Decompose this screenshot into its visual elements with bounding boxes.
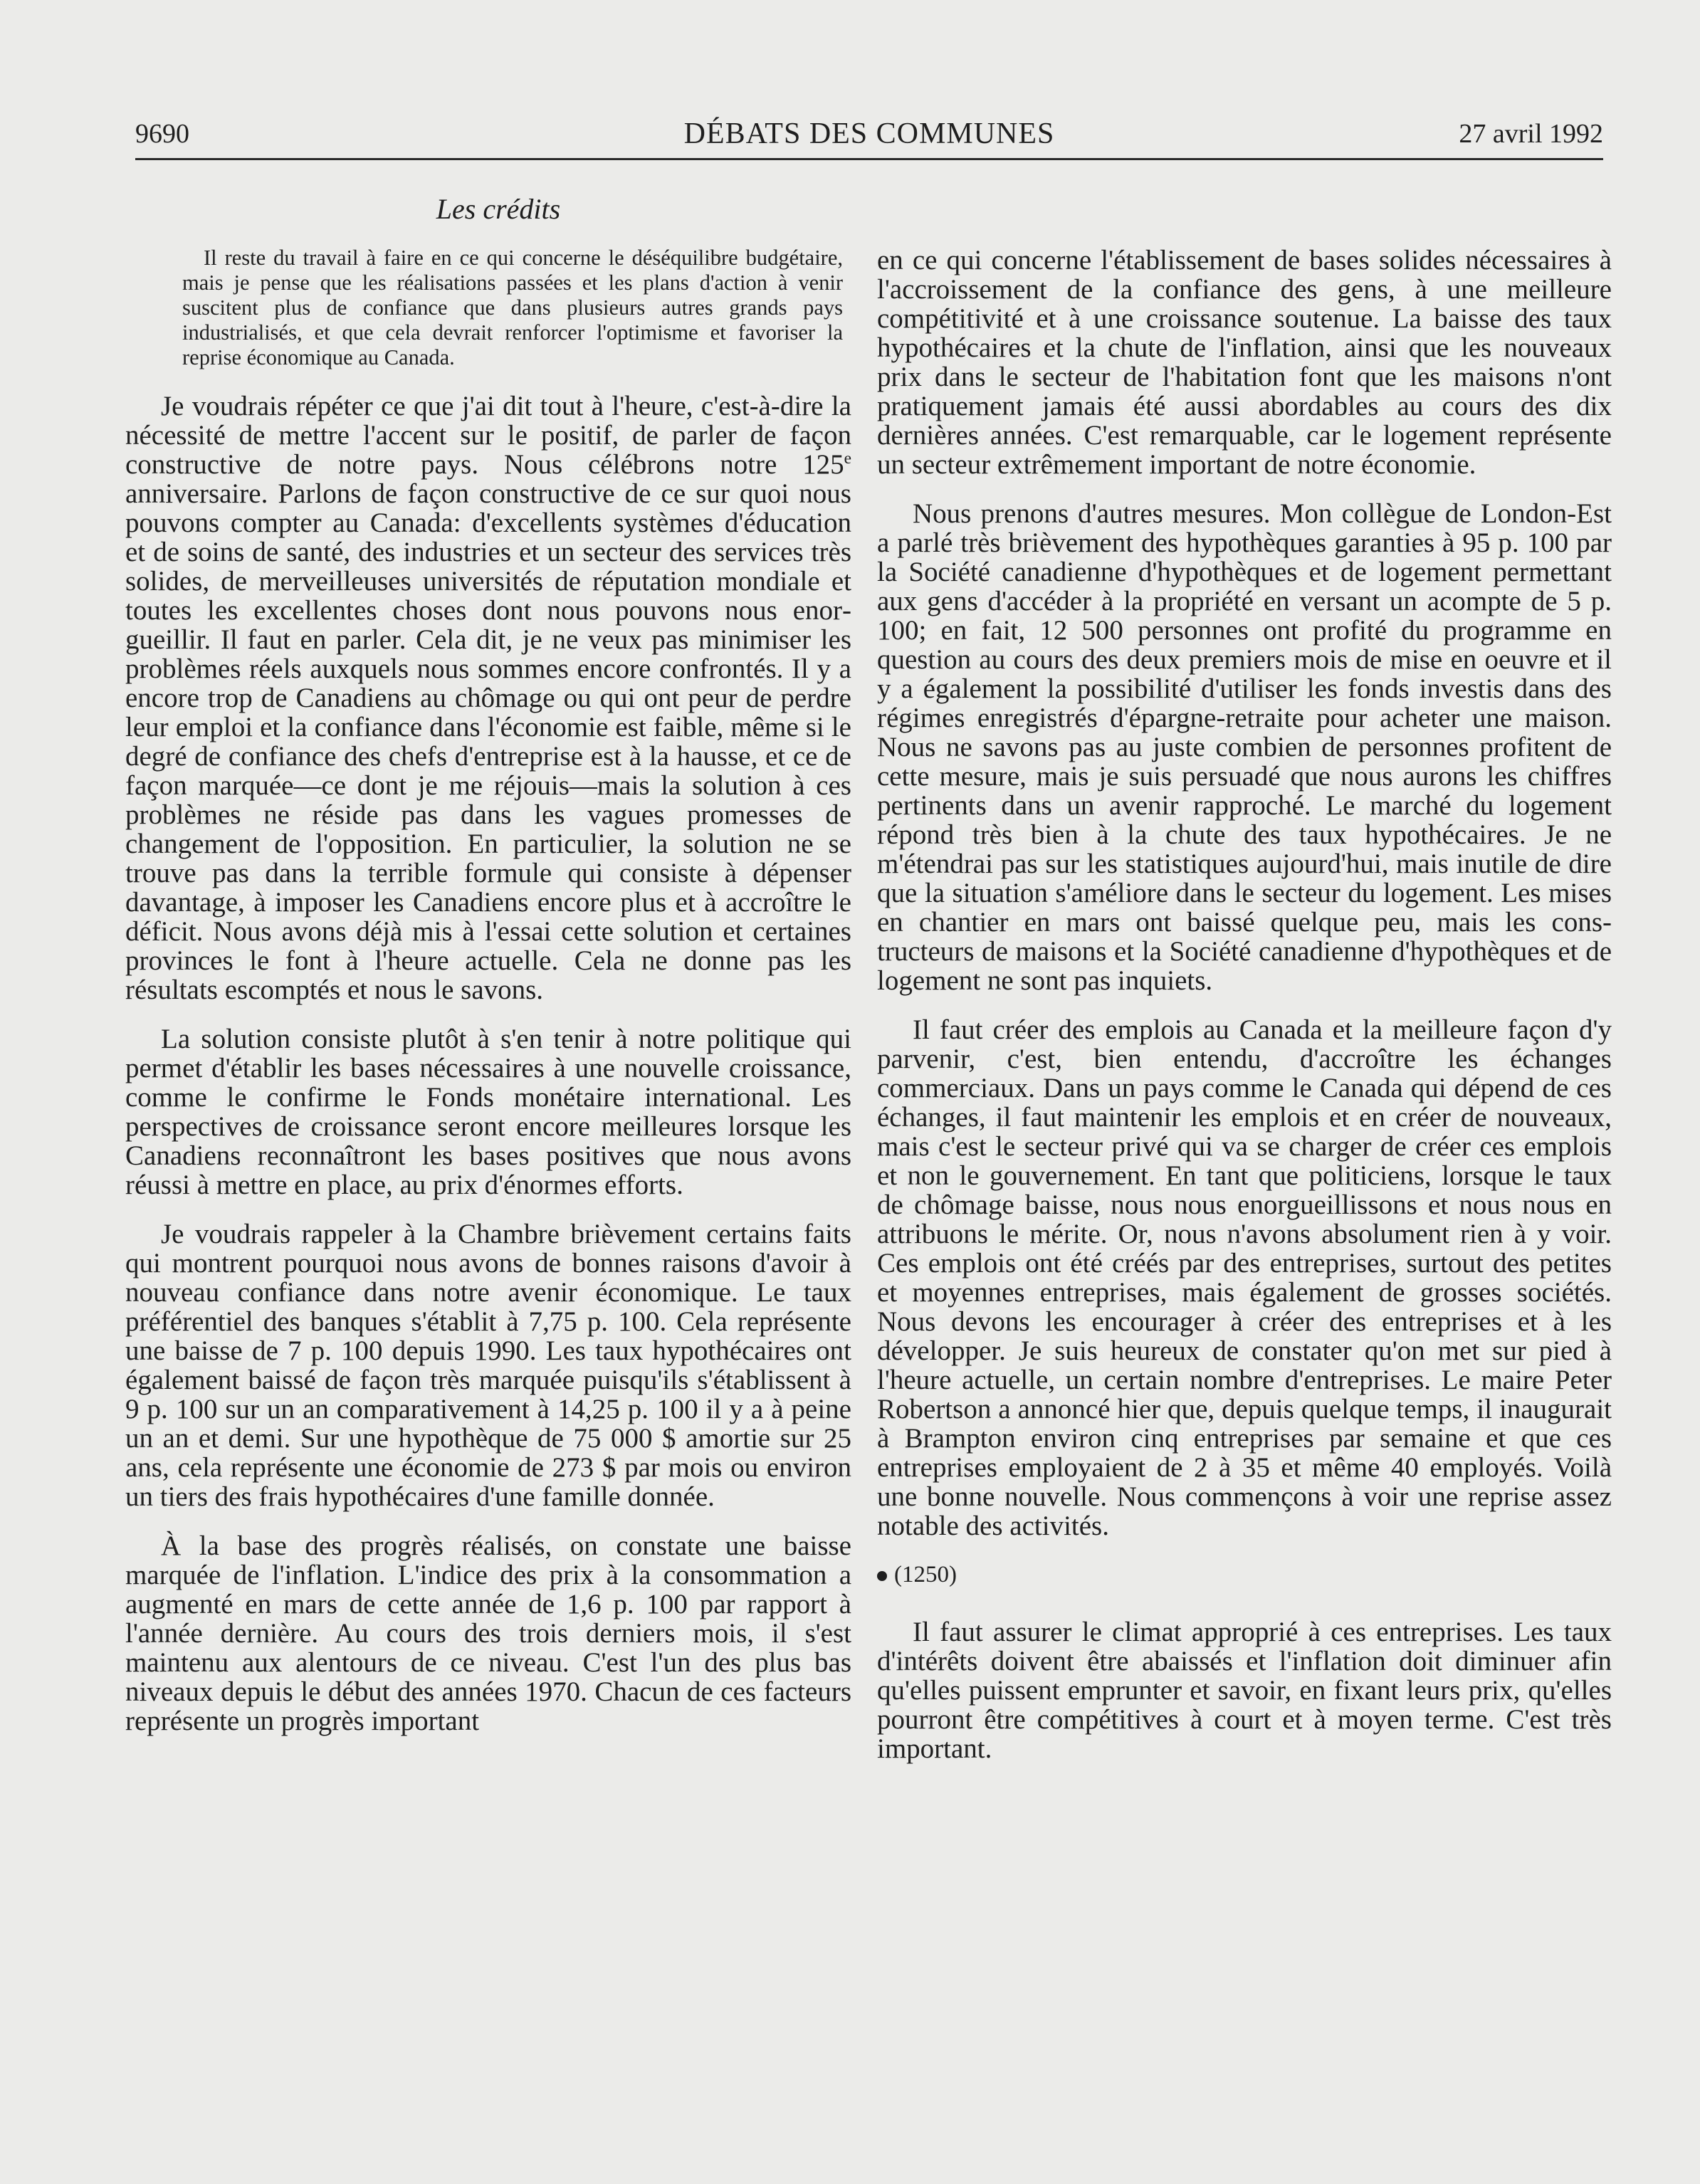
paragraph-text: Je voudrais répéter ce que j'ai dit tout à l'heure, c'est-à-dire la nécessité de mettre l'accent sur le positif, de parler de façon constructive de notre pays. Nous célébrons notre 125: [125, 391, 851, 480]
time-marker-text: (1250): [894, 1562, 957, 1587]
section-title: Les crédits: [436, 193, 561, 225]
page-number: 9690: [135, 119, 189, 149]
ordinal-superscript: e: [844, 449, 851, 468]
paragraph: Il faut assurer le climat approprié à ces entreprises. Les taux d'intérêts doivent être abaissés et l'inflation doit diminuer afin qu'elles puissent emprunter et savoir, en fixant leurs prix, qu'elles pourront être compétitives à court et à moyen terme. C'est très important.: [877, 1617, 1612, 1764]
paragraph: [125, 392, 851, 1004]
paragraph: Je voudrais rappeler à la Chambre brièvement certains faits qui montrent pourquoi nous avons de bonnes raisons d'avoir à nouveau confiance dans notre avenir économique. Le taux préférentiel des banques s'établit à 7,75 p. 100. Cela représente une baisse de 7 p. 100 depuis 1990. Les taux hypothécaires ont également baissé de façon très marquée puisqu'ils s'établissent à 9 p. 100 sur un an comparativement à 14,25 p. 100 il y a à peine un an et demi. Sur une hypothèque de 75 000 $ amortie sur 25 ans, cela représente une économie de 273 $ par mois ou environ un tiers des frais hypothécaires d'une famille donnée.: [125, 1219, 851, 1512]
paragraph: en ce qui concerne l'établissement de bases solides nécessaires à l'accroissement de la confiance des gens, à une meilleure compétitivité et à une croissance soutenue. La baisse des taux hypothécaires et la chute de l'inflation, ainsi que les nouveaux prix dans le secteur de l'habitation font que les maisons n'ont pratiquement jamais été aussi abordables au cours des dix dernières années. C'est remarquable, car le logement représente un secteur extrêmement important de notre économie.: [877, 245, 1612, 480]
paragraph: Nous prenons d'autres mesures. Mon collègue de London-Est a parlé très brièvement des hypothèques garanties à 95 p. 100 par la Société canadienne d'hypothèques et de logement permettant aux gens d'accéder à la propriété en versant un acompte de 5 p. 100; en fait, 12 500 personnes ont profité du programme en question au cours des deux premiers mois de mise en oeuvre et il y a également la possibilité d'utiliser les fonds investis dans des régimes enregistrés d'épargne-retraite pour acheter une maison. Nous ne savons pas au juste combien de personnes profitent de cette mesure, mais je suis persuadé que nous aurons les chiffres pertinents dans un avenir rapproché. Le marché du logement répond très bien à la chute des taux hypothécaires. Je ne m'étendrai pas sur les statistiques aujourd'hui, mais inutile de dire que la situation s'améliore dans le secteur du logement. Les mises en chantier en mars ont baissé quelque peu, mais les constructeurs de maisons et la Société canadienne d'hypothèques et de logement ne sont pas inquiets.: [877, 498, 1612, 996]
page-date: 27 avril 1992: [1459, 119, 1603, 149]
quoted-passage: [182, 246, 843, 370]
time-marker: [877, 1560, 1612, 1589]
paragraph: À la base des progrès réalisés, on constate une baisse marquée de l'inflation. L'indice des prix à la consommation a augmenté en mars de cette année de 1,6 p. 100 par rapport à l'année dernière. Au cours des trois derniers mois, il s'est maintenu aux alentours de ce niveau. C'est l'un des plus bas niveaux depuis le début des années 1970. Chacun de ces facteurs représente un progrès important: [125, 1531, 851, 1736]
right-column: [877, 246, 1612, 1783]
quote-text: Il reste du travail à faire en ce qui concerne le déséquilibre budgétaire, mais je pense que les réalisations passées et les plans d'action à venir suscitent plus de confiance que dans plusieurs autres grands pays industrialisés, et que cela devrait renforcer l'optimisme et favoriser la reprise économique au Canada.: [182, 246, 843, 369]
publication-title: DÉBATS DES COMMUNES: [683, 117, 1055, 150]
paragraph: Il faut créer des emplois au Canada et la meilleure façon d'y parvenir, c'est, bien entendu, d'accroître les échanges commerciaux. Dans un pays comme le Canada qui dépend de ces échanges, il faut maintenir les emplois et en créer de nouveaux, mais c'est le secteur privé qui va se charger de créer ces emplois et non le gouvernement. En tant que politiciens, lorsque le taux de chômage baisse, nous nous enorgueillissons et nous nous en attribuons le mérite. Or, nous n'avons absolument rien à y voir. Ces emplois ont été créés par des entreprises, surtout des petites et moyennes entreprises, mais également de grosses sociétés. Nous devons les encourager à créer des entreprises et à les développer. Je suis heureux de constater qu'on met sur pied à l'heure actuelle, un certain nombre d'entreprises. Le maire Peter Robertson a annoncé hier que, depuis quelque temps, il inaugurait à Brampton environ cinq entreprises par semaine et que ces entreprises employaient de 2 à 35 et même 40 employés. Voilà une bonne nouvelle. Nous commençons à voir une reprise assez notable des activités.: [877, 1014, 1612, 1541]
page-header: [135, 112, 1603, 160]
bullet-icon: [877, 1571, 887, 1581]
paragraph: La solution consiste plutôt à s'en tenir à notre politique qui permet d'établir les bases nécessaires à une nouvelle croissance, comme le confirme le Fonds monétaire international. Les perspectives de croissance seront encore meilleures lorsque les Canadiens reconnaîtront les bases positives que nous avons réussi à mettre en place, au prix d'énormes efforts.: [125, 1024, 851, 1200]
left-column: [125, 246, 851, 1755]
paragraph-text: anniversaire. Parlons de façon constructive de ce sur quoi nous pouvons compter au Canada: d'excellents systèmes d'éducation et de soins de santé, des industries et un secteur des services très solides, de merveilleuses universités de réputation mondiale et toutes les excellentes choses dont nous pouvons nous enorgueillir. Il faut en parler. Cela dit, je ne veux pas minimiser les problèmes réels auxquels nous sommes encore confrontés. Il y a encore trop de Canadiens au chômage ou qui ont peur de perdre leur emploi et la confiance dans l'économie est faible, même si le degré de confiance des chefs d'entreprise est à la hausse, et ce de façon marquée—ce dont je me réjouis—mais la solution à ces problèmes ne réside pas dans les vagues promesses de changement de l'opposition. En particulier, la solution ne se trouve pas dans la terrible formule qui consiste à dépenser davantage, à imposer les Canadiens encore plus et à accroître le déficit. Nous avons déjà mis à l'essai cette solution et certaines provinces le font à l'heure actuelle. Cela ne donne pas les résultats escomptés et nous le savons.: [125, 478, 851, 1005]
